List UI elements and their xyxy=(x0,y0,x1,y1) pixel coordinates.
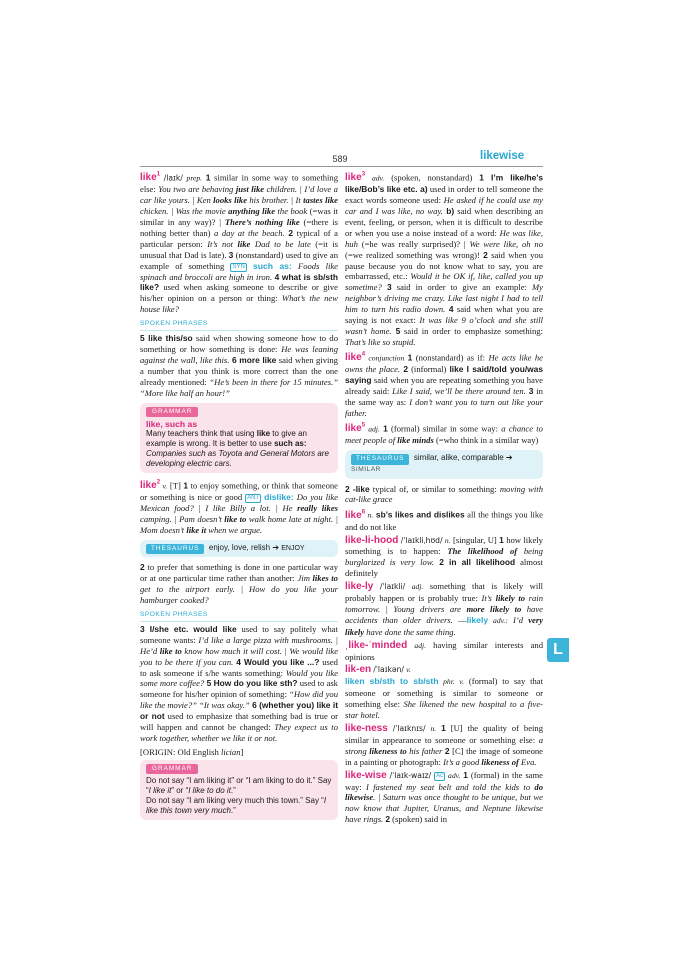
part-of-speech: prep. xyxy=(186,173,203,183)
cross-reference: ENJOY xyxy=(281,544,305,552)
origin: [ORIGIN: Old English lician] xyxy=(140,746,244,757)
headword: like$^1$ xyxy=(140,172,161,184)
entry-like-5-sense-2: 2 -like typical of, or similar to something: moving with cat-like grace xyxy=(345,483,543,505)
entry-likely: like-ly /ˈlaɪkli/ adj. something that is likely will probably happen or is probably true: It’s likely to rain tomorrow. | Young drivers are more likely to have accidents than older drivers. —likely adv.: I’d very likely have done the same thing. xyxy=(345,581,544,637)
grammar-tag: GRAMMAR xyxy=(146,407,198,417)
headword: like$^4$ xyxy=(345,351,366,364)
synonym-label: SYN xyxy=(232,263,245,270)
page-number: 589 xyxy=(332,154,348,164)
headword: like$^2$ xyxy=(140,479,161,491)
entry-likewise: like-wise /ˈlaɪk-waɪz/ Ac adv. 1 (formal) in the same way: I fastened my seat belt and told the kids to do likewise. | Saturn was once thought to be unique, but we now know that Jupiter, Uranus, and Neptune likewise have rings. 2 (spoken) said in xyxy=(345,769,543,825)
entry-like-minded: ˌlike-ˈminded adj. having similar interests and opinions xyxy=(345,639,543,662)
entry-liken: lik-en /ˈlaɪkən/ v. liken sb/sth to sb/sth phr. v. (formal) to say that someone or something is similar to someone or something else: She likened the new hospital to a five-star hotel. xyxy=(345,664,543,721)
entry-like-4: like$^4$ conjunction 1 (nonstandard) as if: He acts like he owns the place. 2 (informal) like I said/told you/was saying said when you are repeating something you have already said: Like I said, we’ll be there around ten. 3 in the same way as: I don’t want you to turn out like your father. xyxy=(345,351,543,418)
thesaurus-box xyxy=(140,540,338,558)
headword: like$^6$ xyxy=(345,509,366,521)
headword: like-ly xyxy=(345,581,374,593)
thesaurus-tag: THESAURUS xyxy=(351,454,409,465)
headword: like$^5$ xyxy=(345,422,366,434)
arrow-icon: ➔ xyxy=(272,542,280,552)
grammar-title: like, such as xyxy=(146,418,198,429)
section-label: SPOKEN PHRASES xyxy=(140,319,338,331)
entry-like-2-sense-2: 2 to prefer that something is done in one particular way or at one particular time rather than another: Jim likes to get to the airport early. | How do you like your hamburger cooked? xyxy=(140,562,338,606)
arrow-icon: ➔ xyxy=(505,452,513,462)
headword: like-ness xyxy=(345,723,388,734)
guide-word: likewise xyxy=(480,150,525,162)
grammar-box xyxy=(140,760,338,820)
entry-like-2: like$^2$ v. [T] 1 to enjoy something, or think that someone or something is nice or good ANT dislike: Do you like Mexican food? | I like Billy a lot. | He really likes camping. | Pam doesn’t like to walk home late at night. | Mom doesn’t like it when we argue. xyxy=(140,479,338,535)
antonym-label: ANT xyxy=(247,494,260,501)
grammar-text: Do not say “I am liking very much this town.” Say “I like this town very much.” xyxy=(146,795,327,815)
left-column xyxy=(140,170,338,825)
thesaurus-words: similar, alike, comparable xyxy=(413,452,504,462)
headword: like-li-hood xyxy=(345,534,399,546)
headword: like-wise xyxy=(345,769,387,781)
entry-like-5: like$^5$ adj. 1 (formal) similar in some way: a chance to meet people of like minds (=who think in a similar way) xyxy=(345,422,543,445)
headword: like$^3$ xyxy=(345,172,366,184)
headword: ˌlike-ˈminded xyxy=(345,639,408,651)
sense-number: 1 xyxy=(205,172,211,183)
spoken-phrases: 5 like this/so said when showing someone how to do something or how something is done: He was leaning against the wall, like this. 6 more like said when giving a number that you think is more correct than the one already mentioned: “He’s been in there for 15 minutes.” “More like half an hour!” xyxy=(140,333,338,398)
entry-likeness: like-ness /ˈlaɪknɪs/ n. 1 [U] the quality of being similar in appearance to someone or something else: a strong likeness to his father 2 [C] the image of someone in a painting or photograph: It’s a good likeness of Eva. xyxy=(345,723,543,767)
entry-like-1: like$^1$ /laɪk/ prep. 1 similar in some way to something else: You two are behaving just like children. | I’d love a car like yours. | Ken looks like his brother. | It tastes like chicken. | Was the movie anything like the book (=was it similar in any way)? | There’s nothing like (=there is nothing better than) a day at the beach. 2 typical of a particular person: It’s not like Dad to be late (=it is unusual that Dad is late). 3 (nonstandard) used to give an example of something SYN such as: Foods like spinach and broccoli are high in iron. 4 what is sb/sth like? used when asking someone to describe or give his/her opinion on a person or thing: What’s the new house like? xyxy=(140,172,338,315)
grammar-text: Do not say “I am liking it” or “I am liking to do it.” Say “I like it” or “I like to do it.” xyxy=(146,775,332,795)
pronunciation: /laɪk/ xyxy=(163,173,183,183)
grammar-text: Many teachers think that using like to give an example is wrong. It is better to use such as: Companies such as Toyota and General Motors are developing electric cars. xyxy=(146,428,329,468)
grammar-box xyxy=(140,403,338,473)
spoken-phrases: 3 I/she etc. would like used to say politely what someone wants: I’d like a large pizza with mushrooms. | He’d like to know how much it will cost. | We would like you to be there if you can. 4 Would you like ...? used to ask someone if s/he wants something: Would you like some more coffee? 5 How do you like sth? used to ask someone for his/her opinion of something: “How did you like the movie?” “It was okay.” 6 (whether you) like it or not used to emphasize that something bad is true or will happen and cannot be changed: They expect us to work together, whether we like it or not. xyxy=(140,623,339,743)
section-label: SPOKEN PHRASES xyxy=(140,610,338,622)
academic-word-label: Ac xyxy=(436,772,444,779)
entry-like-6: like$^6$ n. sb’s likes and dislikes all the things you like and do not like xyxy=(345,509,544,532)
thesaurus-tag: THESAURUS xyxy=(146,544,204,555)
entry-like-3: like$^3$ adv. (spoken, nonstandard) 1 I’m like/he’s like/Bob’s like etc. a) used in order to tell someone the exact words someone used: He asked if he could use my car and I was like, no way. b) said when describing an event, feeling, or person, when it is difficult to describe or when you use a noise instead of a word: He was like, huh (=he was really surprised)? | We were like, oh no (=we realized something was wrong)! 2 said when you pause because you do not know what to say, you are embarrassed, etc.: Would it be OK if, like, called you up sometime? 3 said in order to give an example: My neighbor’s driving me crazy. Like last night I had to tell him to turn his radio down. 4 said when what you are saying is not exact: It was like 9 o’clock and she still wasn’t home. 5 said in order to emphasize something: That’s like so stupid. xyxy=(345,172,544,347)
thesaurus-box xyxy=(345,450,543,479)
headword: lik-en xyxy=(345,664,372,676)
thumb-index-tab: L xyxy=(547,638,569,662)
thesaurus-words: enjoy, love, relish xyxy=(208,542,271,552)
grammar-tag: GRAMMAR xyxy=(146,764,198,774)
thesaurus-subhead: SIMILAR xyxy=(351,465,381,473)
header-rule xyxy=(140,166,543,167)
right-column xyxy=(345,170,543,827)
entry-likelihood: like-li-hood /ˈlaɪkliˌhʊd/ n. [singular, U] 1 how likely something is to happen: The likelihood of being burglarized is very low. 2 in all likelihood almost definitely xyxy=(345,534,543,579)
